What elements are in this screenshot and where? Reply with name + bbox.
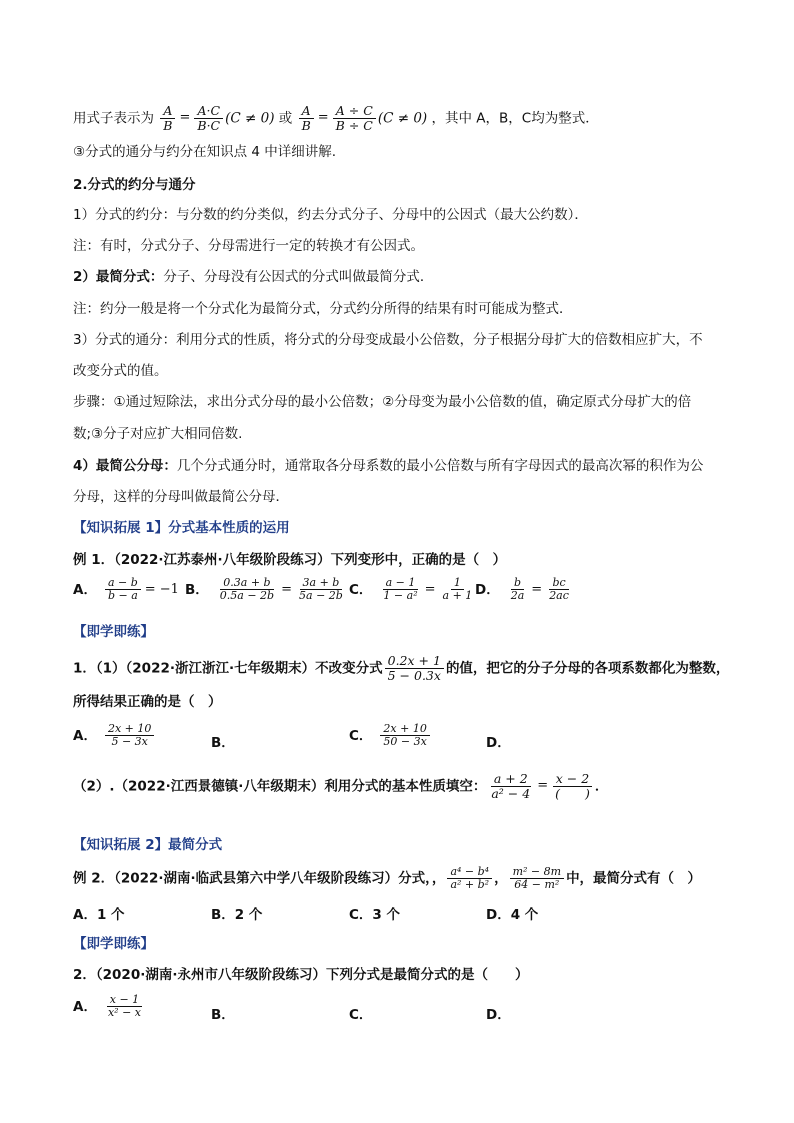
paragraph: 2）最简分式：分子、分母没有公因式的分式叫做最简分式． [73,269,434,285]
question-1-2: （2）.（2022·江西景德镇·八年级期末）利用分式的基本性质填空： $\frac{a + 2}{\text{a² − 4}}$ = $\frac{x - 2}{( )}$ ． [73,771,609,801]
paragraph: 数;③分子对应扩大相同倍数. [73,426,243,442]
practice-heading-1: 【即学即练】 [73,624,154,640]
paragraph: 1）分式的约分：与分数的约分类似，约去分式分子、分母中的公因式（最大公约数）． [73,207,588,223]
ex2-option-a[interactable]: A．1 个 [73,907,125,923]
fraction-adivc-over-bdivc: $\frac{A \div C}{B \div C}$ [333,104,376,133]
extension-heading-2: 【知识拓展 2】最简分式 [73,837,223,853]
example-1: 例 1．（2022·江苏泰州·八年级阶段练习）下列变形中，正确的是（ ） [73,552,507,568]
question-1-1-cont: 所得结果正确的是（ ） [73,694,222,710]
paragraph: 步骤：①通过短除法，求出分式分母的最小公倍数；②分母变为最小公倍数的值，确定原式分母扩大的倍 [73,394,692,410]
section-heading: 2.分式的约分与通分 [73,177,196,193]
q1-option-c[interactable]: C． $\frac{2x + 10}{50 - 3x}$ [349,723,432,748]
ex1-option-b[interactable]: B． $\frac{0.3a + b}{0.5a - 2b}$ = $\frac{3a + b}{5a - 2b}$ [185,576,343,603]
ex2-option-d[interactable]: D．4 个 [486,907,539,923]
paragraph: 分母，这样的分母叫做最简公分母． [73,489,289,505]
paragraph: 改变分式的值。 [73,363,168,379]
fraction-a-over-b: $\frac{A}{B}$ [160,104,175,133]
condition-2: (C ≠ 0) [377,110,428,127]
ex1-option-a[interactable]: A． $\frac{a - b}{b - a}$ = −1 [73,576,179,603]
q1-option-a[interactable]: A． $\frac{2x + 10}{5 - 3x}$ [73,723,156,748]
property-formula-line: 用式子表示为 $\frac{A}{B}$ = $\frac{A\cdot C}{B\cdot C}$ (C ≠ 0) 或 $\frac{A}{B}$ = $\frac{A \div C}{B \div C}$ (C ≠ 0) ，其中 A，B，C均为整式． [73,103,599,133]
paragraph: 3）分式的通分：利用分式的性质，将分式的分母变成最小公倍数，分子根据分母扩大的倍数相应扩大，不 [73,332,703,348]
q1-option-d[interactable]: D． [486,735,511,751]
condition: (C ≠ 0) [225,110,275,127]
ex2-option-b[interactable]: B．2 个 [211,907,263,923]
paragraph: 注：约分一般是将一个分式化为最简分式，分式约分所得的结果有时可能成为整式． [73,301,573,317]
extension-heading-1: 【知识拓展 1】分式基本性质的运用 [73,520,290,536]
question-1-1: 1．（1）（2022·浙江浙江·七年级期末）不改变分式 $\frac{0.2x + 1}{5 - 0.3x}$ 的值，把它的分子分母的各项系数都化为整数， [73,653,730,683]
note-line: ③分式的通分与约分在知识点 4 中详细讲解. [73,144,337,160]
q1-option-b[interactable]: B． [211,735,235,751]
ex1-option-d[interactable]: D． $\frac{b}{2a}$ = $\frac{bc}{2ac}$ [475,576,569,603]
practice-heading-2: 【即学即练】 [73,936,154,952]
text: 用式子表示为 [73,110,154,127]
q2-option-c[interactable]: C． [349,1007,373,1023]
question-2: 2．（2020·湖南·永州市八年级阶段练习）下列分式是最简分式的是（ ） [73,967,529,983]
ex2-option-c[interactable]: C．3 个 [349,907,401,923]
q2-option-d[interactable]: D． [486,1007,511,1023]
fraction-a-over-b-2: $\frac{A}{B}$ [299,104,314,133]
q2-option-a[interactable]: A． $\frac{x - 1}{\text{x² − x}}$ [73,993,141,1020]
example-2: 例 2．（2022·湖南·临武县第六中学八年级阶段练习）分式，， $\frac{\text{a⁴ − b⁴}}{\text{a² + b²}}$ ， $\frac{\text{m² − 8m}}{\text{64 − m²}}$ 中，最简分式有（ ） [73,865,702,892]
paragraph: 4）最简公分母：几个分式通分时，通常取各分母系数的最小公倍数与所有字母因式的最高次幂的积作为公 [73,458,704,474]
fraction-ac-over-bc: $\frac{A\cdot C}{B\cdot C}$ [194,104,223,133]
ex1-option-c[interactable]: C． $\frac{a - 1}{\text{1 − a²}}$ = $\frac{1}{a + 1}$ [349,576,473,603]
q2-option-b[interactable]: B． [211,1007,235,1023]
paragraph: 注：有时，分式分子、分母需进行一定的转换才有公因式。 [73,238,424,254]
